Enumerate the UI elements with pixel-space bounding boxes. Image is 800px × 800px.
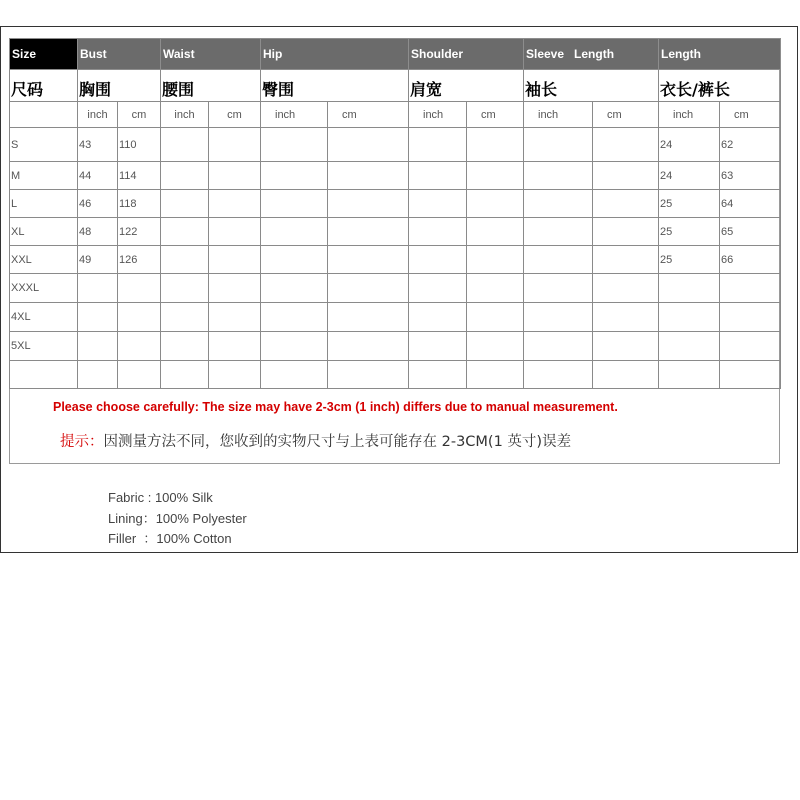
measurement-note-chinese: [60, 430, 571, 451]
unit-inch: inch: [524, 102, 593, 128]
cell: [467, 332, 524, 361]
cell: [161, 246, 209, 274]
cell: [261, 218, 328, 246]
length-cm-cell: 62: [720, 128, 781, 162]
measurement-note-english: Please choose carefully: The size may have 2-3cm (1 inch) differs due to manual measurement.: [53, 400, 618, 414]
unit-cm: cm: [118, 102, 161, 128]
header-zh-waist: 腰围: [161, 70, 261, 102]
length-cm-cell: 63: [720, 162, 781, 190]
header-size: Size: [10, 39, 78, 70]
table-row: [10, 128, 781, 162]
unit-blank: [10, 102, 78, 128]
cell: [467, 128, 524, 162]
cell: [328, 332, 409, 361]
cell: [409, 128, 467, 162]
table-row: [10, 303, 781, 332]
cell: [328, 303, 409, 332]
unit-cm: cm: [720, 102, 781, 128]
filler-line: Filler ：100% Cotton: [108, 531, 232, 546]
header-zh-sleeve: 袖长: [524, 70, 659, 102]
fabric-info: [108, 488, 247, 550]
cell: [261, 128, 328, 162]
cell: [261, 190, 328, 218]
bust-cm-cell: 126: [118, 246, 161, 274]
cell: [409, 361, 467, 389]
cell: [409, 218, 467, 246]
size-cell: 4XL: [10, 303, 78, 332]
cell: [524, 190, 593, 218]
cell: [409, 190, 467, 218]
cell: [467, 190, 524, 218]
bust-cm-cell: 114: [118, 162, 161, 190]
length-inch-cell: [659, 303, 720, 332]
note-text: 因测量方法不同，您收到的实物尺寸与上表可能存在 2-3CM(1 英寸)误差: [103, 434, 572, 450]
bust-inch-cell: 44: [78, 162, 118, 190]
size-cell: XXXL: [10, 274, 78, 303]
cell: [593, 361, 659, 389]
cell: [161, 162, 209, 190]
header-bust: Bust: [78, 39, 161, 70]
cell: [328, 274, 409, 303]
cell: [593, 332, 659, 361]
fabric-line: Fabric : 100% Silk: [108, 490, 213, 505]
cell: [161, 361, 209, 389]
cell: [524, 162, 593, 190]
length-cm-cell: [720, 361, 781, 389]
cell: [209, 361, 261, 389]
cell: [524, 128, 593, 162]
size-cell: XXL: [10, 246, 78, 274]
bust-cm-cell: 122: [118, 218, 161, 246]
cell: [328, 246, 409, 274]
cell: [328, 218, 409, 246]
cell: [261, 274, 328, 303]
cell: [409, 332, 467, 361]
size-table: [9, 38, 781, 389]
unit-inch: inch: [659, 102, 720, 128]
bust-cm-cell: [118, 361, 161, 389]
cell: [524, 274, 593, 303]
length-inch-cell: [659, 274, 720, 303]
cell: [593, 190, 659, 218]
header-row-chinese: [10, 70, 781, 102]
cell: [261, 246, 328, 274]
cell: [161, 190, 209, 218]
cell: [328, 128, 409, 162]
cell: [209, 303, 261, 332]
cell: [161, 274, 209, 303]
cell: [409, 246, 467, 274]
bust-inch-cell: [78, 303, 118, 332]
size-cell: XL: [10, 218, 78, 246]
length-inch-cell: [659, 361, 720, 389]
length-inch-cell: 25: [659, 246, 720, 274]
cell: [467, 162, 524, 190]
cell: [209, 218, 261, 246]
header-sleeve-length: Sleeve Length: [524, 39, 659, 70]
cell: [209, 128, 261, 162]
length-cm-cell: 65: [720, 218, 781, 246]
cell: [524, 246, 593, 274]
bust-inch-cell: 43: [78, 128, 118, 162]
header-hip: Hip: [261, 39, 409, 70]
header-zh-length: 衣长/裤长: [659, 70, 781, 102]
cell: [161, 218, 209, 246]
bust-cm-cell: 118: [118, 190, 161, 218]
header-zh-bust: 胸围: [78, 70, 161, 102]
bust-inch-cell: 46: [78, 190, 118, 218]
table-row: [10, 361, 781, 389]
header-zh-hip: 臀围: [261, 70, 409, 102]
unit-inch: inch: [161, 102, 209, 128]
note-label: 提示：: [60, 434, 104, 450]
size-cell: L: [10, 190, 78, 218]
unit-cm: cm: [593, 102, 659, 128]
length-inch-cell: [659, 332, 720, 361]
size-cell: [10, 361, 78, 389]
length-cm-cell: [720, 274, 781, 303]
length-cm-cell: 64: [720, 190, 781, 218]
cell: [524, 303, 593, 332]
bust-inch-cell: 48: [78, 218, 118, 246]
cell: [328, 361, 409, 389]
header-length: Length: [659, 39, 781, 70]
cell: [524, 332, 593, 361]
length-inch-cell: 25: [659, 218, 720, 246]
table-row: [10, 162, 781, 190]
size-cell: M: [10, 162, 78, 190]
cell: [261, 303, 328, 332]
header-zh-size: 尺码: [10, 70, 78, 102]
length-inch-cell: 24: [659, 162, 720, 190]
cell: [328, 190, 409, 218]
cell: [209, 332, 261, 361]
unit-inch: inch: [78, 102, 118, 128]
unit-row: [10, 102, 781, 128]
cell: [209, 162, 261, 190]
cell: [209, 190, 261, 218]
cell: [161, 128, 209, 162]
size-cell: 5XL: [10, 332, 78, 361]
bust-cm-cell: [118, 332, 161, 361]
cell: [593, 274, 659, 303]
cell: [467, 218, 524, 246]
cell: [467, 246, 524, 274]
table-row: [10, 218, 781, 246]
length-cm-cell: [720, 332, 781, 361]
cell: [409, 274, 467, 303]
header-waist: Waist: [161, 39, 261, 70]
length-inch-cell: 24: [659, 128, 720, 162]
table-row: [10, 246, 781, 274]
bust-cm-cell: [118, 274, 161, 303]
table-row: [10, 332, 781, 361]
cell: [524, 218, 593, 246]
cell: [209, 274, 261, 303]
header-zh-shoulder: 肩宽: [409, 70, 524, 102]
cell: [409, 162, 467, 190]
unit-cm: cm: [328, 102, 409, 128]
lining-line: Lining：100% Polyester: [108, 510, 247, 526]
cell: [467, 361, 524, 389]
header-shoulder: Shoulder: [409, 39, 524, 70]
table-row: [10, 190, 781, 218]
cell: [161, 303, 209, 332]
cell: [209, 246, 261, 274]
cell: [261, 332, 328, 361]
cell: [593, 162, 659, 190]
cell: [328, 162, 409, 190]
cell: [261, 162, 328, 190]
cell: [261, 361, 328, 389]
bust-inch-cell: [78, 332, 118, 361]
bust-inch-cell: 49: [78, 246, 118, 274]
cell: [593, 218, 659, 246]
cell: [593, 303, 659, 332]
unit-inch: inch: [261, 102, 328, 128]
cell: [409, 303, 467, 332]
bust-inch-cell: [78, 361, 118, 389]
unit-cm: cm: [467, 102, 524, 128]
cell: [161, 332, 209, 361]
length-cm-cell: [720, 303, 781, 332]
length-cm-cell: 66: [720, 246, 781, 274]
unit-cm: cm: [209, 102, 261, 128]
length-inch-cell: 25: [659, 190, 720, 218]
cell: [593, 128, 659, 162]
size-cell: S: [10, 128, 78, 162]
cell: [467, 274, 524, 303]
table-row: [10, 274, 781, 303]
bust-inch-cell: [78, 274, 118, 303]
cell: [524, 361, 593, 389]
bust-cm-cell: [118, 303, 161, 332]
cell: [593, 246, 659, 274]
bust-cm-cell: 110: [118, 128, 161, 162]
unit-inch: inch: [409, 102, 467, 128]
cell: [467, 303, 524, 332]
header-row-english: [10, 39, 781, 70]
